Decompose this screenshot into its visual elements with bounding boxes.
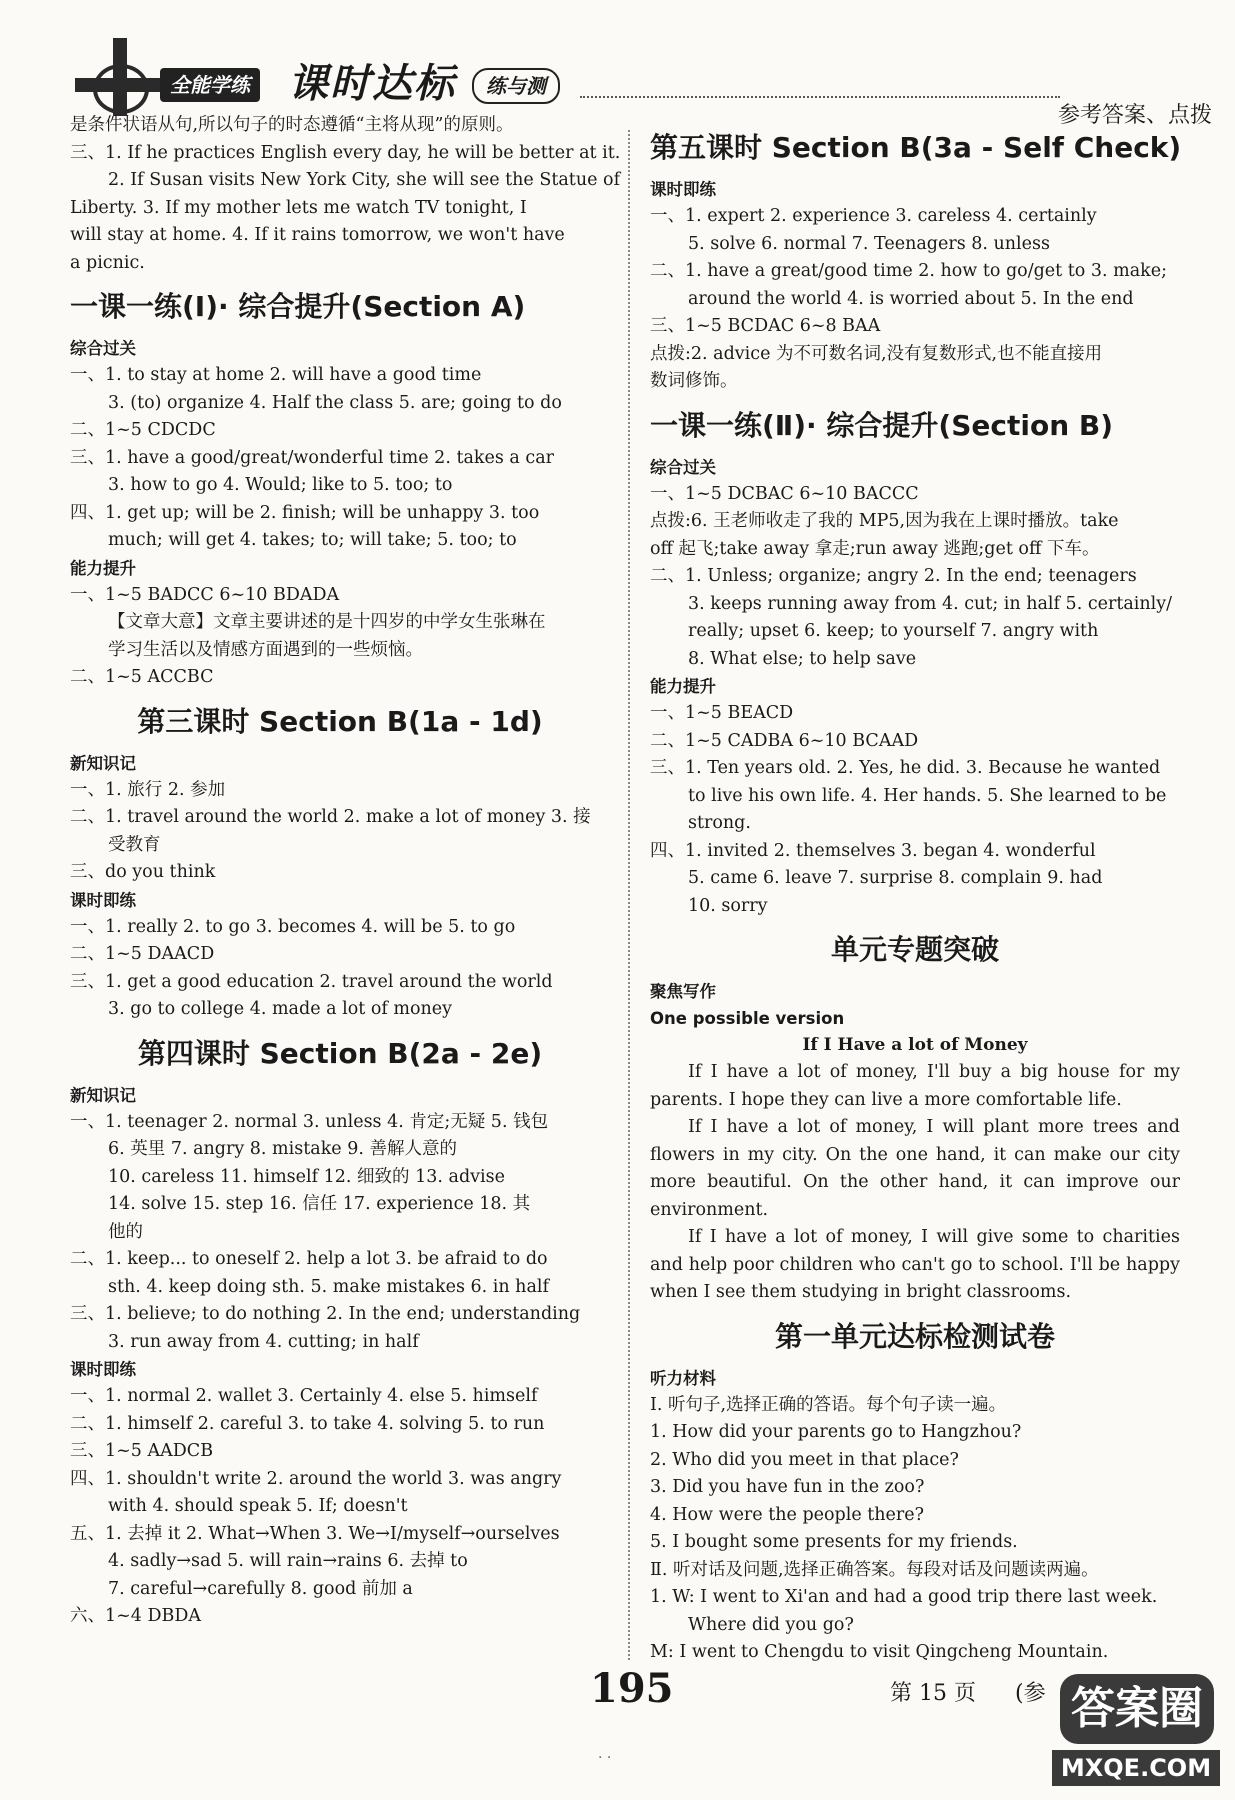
answer-line: 4. sadly→sad 5. will rain→rains 6. 去掉 to [108, 1551, 468, 1571]
answer-line: will stay at home. 4. If it rains tomorrow, we won't have [70, 225, 565, 245]
answer-line: 二、1~5 DAACD [70, 944, 215, 964]
answer-line: 二、1. himself 2. careful 3. to take 4. solving 5. to run [70, 1413, 545, 1434]
answer-line: 三、1. If he practices English every day, he will be better at it. [70, 142, 621, 163]
answer-line: around the world 4. is worried about 5. In the end [688, 288, 1134, 309]
answer-line: with 4. should speak 5. If; doesn't [108, 1496, 408, 1516]
answer-line: 二、1. Unless; organize; angry 2. In the end; teenagers [650, 566, 1137, 586]
subsection-label: One possible version [650, 1009, 845, 1028]
page-number: 195 [590, 1665, 674, 1712]
section-heading: 一课一练(Ⅰ)· 综合提升(Section A) [70, 290, 526, 323]
answer-line: 学习生活以及情感方面遇到的一些烦恼。 [108, 639, 423, 660]
answer-line: Where did you go? [688, 1614, 854, 1635]
answer-line: 三、1. get a good education 2. travel around the world [70, 971, 553, 992]
section-heading: 一课一练(Ⅱ)· 综合提升(Section B) [650, 408, 1114, 442]
series-title: 课时达标 [288, 61, 456, 107]
answer-line: 三、do you think [70, 862, 216, 882]
answer-line: 3. (to) organize 4. Half the class 5. are; going to do [108, 392, 562, 413]
answer-line: 二、1~5 CDCDC [70, 420, 216, 440]
answer-line: 三、1. Ten years old. 2. Yes, he did. 3. Because he wanted [650, 758, 1161, 778]
answer-line: 二、1. travel around the world 2. make a lot of money 3. 接 [70, 807, 591, 827]
answer-line: Liberty. 3. If my mother lets me watch TV tonight, I [70, 197, 527, 218]
answer-line: much; will get 4. takes; to; will take; 5. too; to [108, 530, 517, 550]
answer-line: 四、1. shouldn't write 2. around the world 3. was angry [70, 1468, 562, 1489]
answer-line: 2. If Susan visits New York City, she will see the Statue of [108, 170, 621, 190]
subsection-label: 听力材料 [650, 1368, 716, 1388]
answer-line: 3. Did you have fun in the zoo? [650, 1477, 925, 1497]
answer-line: 6. 英里 7. angry 8. mistake 9. 善解人意的 [108, 1139, 457, 1159]
answer-line: really; upset 6. keep; to yourself 7. angry with [688, 621, 1099, 641]
subsection-label: 综合过关 [650, 457, 716, 477]
section-heading: 第五课时 Section B(3a - Self Check) [650, 131, 1182, 164]
answer-line: 1. How did your parents go to Hangzhou? [650, 1422, 1022, 1442]
answer-line: Ⅱ. 听对话及问题,选择正确答案。每段对话及问题读两遍。 [650, 1559, 1099, 1580]
answer-line: 一、1. 旅行 2. 参加 [70, 779, 226, 800]
section-heading: 第四课时 Section B(2a - 2e) [137, 1036, 543, 1070]
answer-line: 2. Who did you meet in that place? [650, 1449, 959, 1470]
subsection-label: 能力提升 [650, 677, 716, 696]
essay-paragraph: If I have a lot of money, I'll buy a big house for my parents. I hope they can live a more comfortable life. [650, 1062, 1180, 1110]
series-tag: 练与测 [472, 68, 560, 104]
essay-title: If I Have a lot of Money [802, 1035, 1028, 1055]
answer-line: 一、1~5 BEACD [650, 703, 794, 723]
answer-line: 二、1~5 ACCBC [70, 667, 214, 687]
answer-line: 一、1. really 2. to go 3. becomes 4. will be 5. to go [70, 916, 516, 937]
answer-line: 7. careful→carefully 8. good 前加 a [108, 1578, 413, 1599]
answer-line: 1. W: I went to Xi'an and had a good trip there last week. [650, 1587, 1158, 1607]
answer-line: 一、1. to stay at home 2. will have a good time [70, 365, 482, 385]
answer-line: 点拨:6. 王老师收走了我的 MP5,因为我在上课时播放。take [650, 511, 1119, 531]
right-column [650, 118, 1180, 1667]
section-heading: 第一单元达标检测试卷 [774, 1319, 1055, 1353]
answer-line: 4. How were the people there? [650, 1504, 925, 1525]
logo-cross-icon [75, 38, 165, 118]
column-divider [628, 130, 630, 1660]
answer-line: 一、1. teenager 2. normal 3. unless 4. 肯定;无疑 5. 钱包 [70, 1111, 549, 1132]
answer-line: 3. go to college 4. made a lot of money [108, 999, 453, 1019]
watermark-logo [1052, 1672, 1220, 1790]
page-label: 第 15 页 [890, 1681, 976, 1706]
answer-line: 8. What else; to help save [688, 648, 917, 669]
answer-line: 10. sorry [688, 895, 768, 916]
header-dotted-line [580, 96, 1060, 98]
answer-line: 他的 [108, 1221, 143, 1242]
answer-line: 三、1~5 AADCB [70, 1441, 214, 1461]
subsection-label: 能力提升 [70, 558, 136, 578]
answer-line: 三、1. believe; to do nothing 2. In the end; understanding [70, 1304, 581, 1324]
answer-line: 二、1. have a great/good time 2. how to go/get to 3. make; [650, 261, 1168, 281]
brand-label: 全能学练 [160, 68, 260, 102]
section-heading: 第三课时 Section B(1a - 1d) [137, 704, 543, 738]
answer-line: 三、1~5 BCDAC 6~8 BAA [650, 316, 881, 336]
section-heading: 单元专题突破 [830, 933, 999, 966]
essay-paragraph: If I have a lot of money, I will plant more trees and flowers in my city. On the one hand, it can make our city more beautiful. On the other hand, it can improve our environment. [650, 1117, 1180, 1220]
answer-line: 二、1~5 CADBA 6~10 BCAAD [650, 730, 919, 751]
answer-line: 3. run away from 4. cutting; in half [108, 1331, 419, 1352]
answer-line: 【文章大意】文章主要讲述的是十四岁的中学女生张琳在 [108, 612, 546, 632]
answer-line: 四、1. get up; will be 2. finish; will be unhappy 3. too [70, 502, 540, 523]
page-label-cut: (参 [1015, 1681, 1046, 1706]
subsection-label: 新知识记 [70, 1085, 136, 1105]
answer-line: 数词修饰。 [650, 371, 738, 391]
answer-line: 二、1. keep... to oneself 2. help a lot 3. be afraid to do [70, 1249, 548, 1269]
left-column [70, 112, 621, 1631]
answer-line: 四、1. invited 2. themselves 3. began 4. wonderful [650, 840, 1096, 861]
answer-line: Ⅰ. 听句子,选择正确的答语。每个句子读一遍。 [650, 1394, 1007, 1415]
footer-dots: · · [598, 1750, 612, 1766]
watermark-url: MXQE.COM [1052, 1750, 1220, 1786]
watermark-text: 答案圈 [1060, 1674, 1214, 1744]
answer-line: 14. solve 15. step 16. 信任 17. experience 18. 其 [108, 1194, 531, 1214]
answer-line: 一、1. expert 2. experience 3. careless 4. certainly [650, 206, 1097, 226]
subsection-label: 课时即练 [70, 1360, 136, 1379]
answer-line: off 起飞;take away 拿走;run away 逃跑;get off 下车。 [650, 538, 1100, 559]
answer-line: 一、1~5 BADCC 6~10 BDADA [70, 584, 340, 605]
answer-line: M: I went to Chengdu to visit Qingcheng Mountain. [650, 1642, 1109, 1662]
header-section-label: 参考答案、点拨 [1058, 103, 1213, 128]
answer-line: 5. came 6. leave 7. surprise 8. complain 9. had [688, 868, 1103, 888]
subsection-label: 聚焦写作 [650, 982, 716, 1001]
answer-line: a picnic. [70, 252, 145, 273]
subsection-label: 新知识记 [70, 753, 136, 773]
answer-line: to live his own life. 4. Her hands. 5. She learned to be [688, 785, 1167, 806]
essay-paragraph: If I have a lot of money, I will give some to charities and help poor children who can't go to school. I'll be happy when I see them studying in bright classrooms. [650, 1227, 1180, 1302]
subsection-label: 综合过关 [70, 339, 136, 358]
answer-line: 3. how to go 4. Would; like to 5. too; to [108, 475, 453, 495]
answer-line: 是条件状语从句,所以句子的时态遵循“主将从现”的原则。 [70, 115, 514, 135]
answer-line: 六、1~4 DBDA [70, 1606, 202, 1626]
answer-line: 受教育 [108, 834, 161, 855]
subsection-label: 课时即练 [70, 890, 136, 910]
answer-line: 一、1. normal 2. wallet 3. Certainly 4. else 5. himself [70, 1386, 538, 1406]
answer-line: 5. I bought some presents for my friends. [650, 1532, 1018, 1552]
answer-line: 五、1. 去掉 it 2. What→When 3. We→I/myself→ourselves [70, 1523, 560, 1544]
subsection-label: 课时即练 [650, 180, 716, 199]
answer-line: 一、1~5 DCBAC 6~10 BACCC [650, 483, 919, 504]
answer-line: 5. solve 6. normal 7. Teenagers 8. unless [688, 233, 1050, 254]
answer-line: sth. 4. keep doing sth. 5. make mistakes 6. in half [108, 1276, 549, 1297]
answer-line: 点拨:2. advice 为不可数名词,没有复数形式,也不能直接用 [650, 343, 1103, 364]
answer-line: strong. [688, 813, 751, 833]
answer-line: 三、1. have a good/great/wonderful time 2. takes a car [70, 447, 555, 468]
answer-line: 3. keeps running away from 4. cut; in half 5. certainly/ [688, 593, 1173, 614]
answer-line: 10. careless 11. himself 12. 细致的 13. advise [108, 1166, 505, 1187]
